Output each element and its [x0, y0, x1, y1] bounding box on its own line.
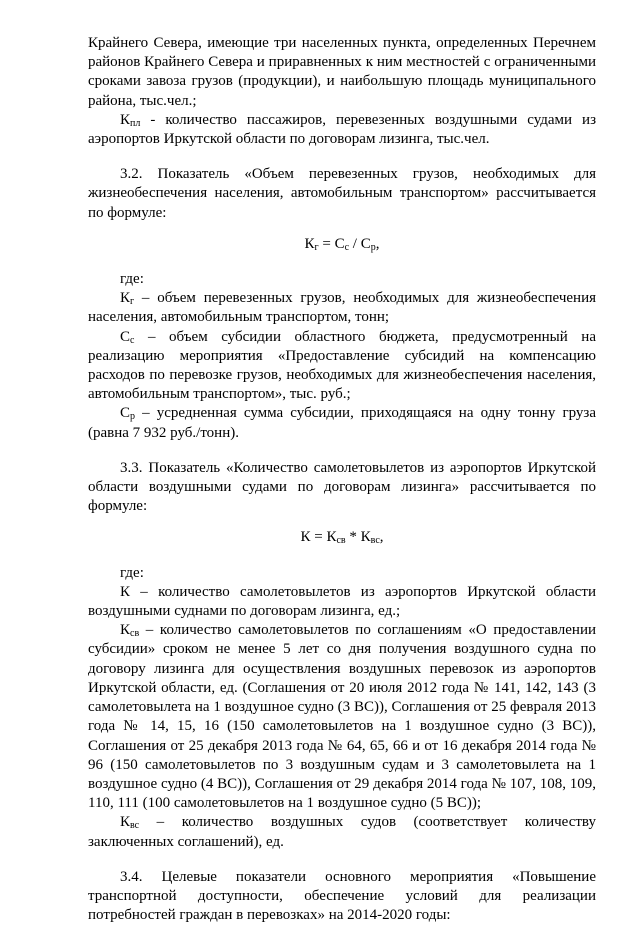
formula-term: ,	[375, 235, 380, 252]
definition-text: – усредненная сумма субсидии, приходящаяся на одну тонну груза (равна 7 932 руб./тонн).	[88, 405, 596, 441]
definition-text: – количество воздушных судов (соответствует количеству заключенных соглашений), ед.	[88, 814, 596, 850]
continued-paragraph: Крайнего Севера, имеющие три населенных пункта, определенных Перечнем районов Крайнего Севера и приравненных к ним местностей с ограниченными сроками завоза грузов (продукции), и наибольшую площадь муниципального района, тыс.чел.;	[88, 35, 596, 109]
symbol: С	[120, 405, 131, 422]
definition-text: – количество самолетовылетов по соглашениям «О предоставлении субсидии» сроком не менее 5 лет со дня получения воздушного судна по договору лизинга для осуществления воздушных перевозок из аэропортов Иркутской области, ед. (Соглашения от 20 июля 2012 года № 141, 142, 143 (3 самолетовылета на 1 воздушное судно (3 ВС)), Соглашения от 25 февраля 2013 года № 14, 15, 16 (150 самолетовылетов на 1 воздушное судно (3 ВС)), Соглашения от 25 декабря 2013 года № 64, 65, 66 и от 16 декабря 2014 года № 96 (150 самолетовылетов по 3 воздушным судам и 3 самолетовылета на 1 воздушное судно (4 ВС)), Соглашения от 29 декабря 2014 года № 107, 108, 109, 110, 111 (100 самолетовылетов на 1 воздушное судно (5 ВС));	[88, 622, 596, 812]
definition-ksv	[88, 621, 596, 813]
formula-subscript: с	[344, 241, 350, 253]
formula-term: К	[304, 235, 315, 252]
symbol-subscript: вс	[130, 820, 140, 832]
definition-text: - количество пассажиров, перевезенных воздушными судами из аэропортов Иркутской области по договорам лизинга, тыс.чел.	[88, 111, 596, 148]
where-label: где:	[120, 564, 144, 581]
definition-kpl	[88, 111, 596, 149]
symbol: К	[120, 111, 131, 128]
definition-k: К – количество самолетовылетов из аэропортов Иркутской области воздушными суднами по договорам лизинга, ед.;	[88, 583, 596, 620]
formula-flights	[88, 528, 596, 547]
definition-cs	[88, 328, 596, 405]
formula-term: * К	[345, 529, 371, 546]
section-3-4-intro: 3.4. Целевые показатели основного мероприятия «Повышение транспортной доступности, обеспечение условий для реализации потребностей граждан в перевозках» на 2014-2020 годы:	[88, 868, 596, 924]
symbol: С	[120, 328, 131, 345]
symbol: К	[120, 290, 131, 307]
symbol-subscript: р	[130, 411, 136, 423]
symbol-subscript: св	[130, 628, 140, 640]
formula-subscript: р	[370, 241, 376, 253]
formula-term: ,	[379, 529, 384, 546]
definition-text: – объем субсидии областного бюджета, предусмотренный на реализацию мероприятия «Предоставление субсидий на компенсацию расходов по перевозке грузов, необходимых для жизнеобеспечения населения, автомобильным транспортом», тыс. руб.;	[88, 328, 596, 403]
section-3-2-intro: 3.2. Показатель «Объем перевезенных грузов, необходимых для жизнеобеспечения населения, автомобильным транспортом» рассчитывается по формуле:	[88, 166, 596, 221]
formula-cargo	[88, 235, 596, 254]
document-page	[88, 34, 596, 925]
definition-kvs	[88, 813, 596, 851]
formula-subscript: г	[314, 241, 319, 253]
symbol: К	[120, 814, 131, 831]
formula-subscript: св	[336, 535, 346, 547]
definition-kg	[88, 289, 596, 327]
section-3-3-intro: 3.3. Показатель «Количество самолетовылетов из аэропортов Иркутской области воздушными судами по договорам лизинга» рассчитывается по формуле:	[88, 459, 596, 515]
definition-cr	[88, 404, 596, 442]
formula-subscript: вс	[370, 535, 380, 547]
symbol-subscript: с	[130, 334, 135, 346]
formula-term: К = К	[300, 529, 337, 546]
where-label: где:	[120, 271, 144, 288]
symbol-subscript: г	[130, 296, 135, 308]
formula-term: / С	[349, 235, 371, 252]
definition-text: – объем перевезенных грузов, необходимых для жизнеобеспечения населения, автомобильным транспортом, тонн;	[88, 290, 596, 326]
symbol: К	[120, 622, 131, 639]
symbol-subscript: пл	[130, 117, 141, 129]
formula-term: = С	[318, 235, 345, 252]
